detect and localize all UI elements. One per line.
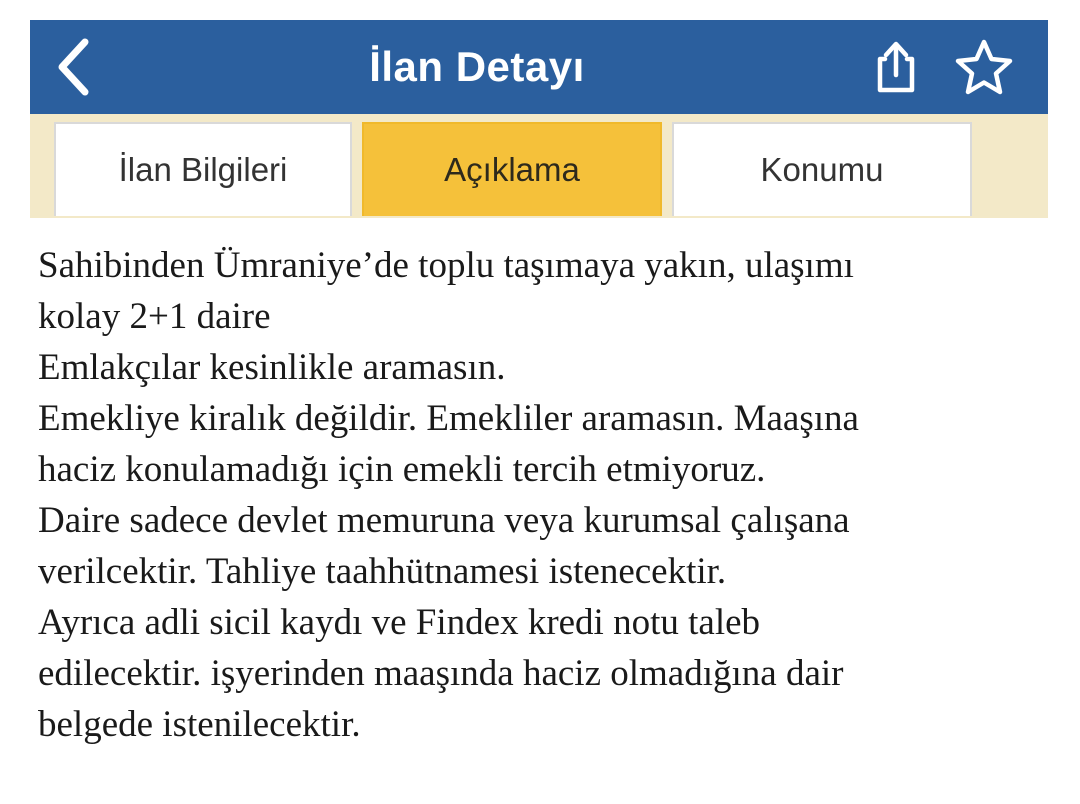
- description-line: edilecektir. işyerinden maaşında haciz olmadığına dair: [38, 653, 844, 694]
- description-line: Daire sadece devlet memuruna veya kurumsal çalışana: [38, 500, 850, 541]
- description-line: Emlakçılar kesinlikle aramasın.: [38, 347, 506, 388]
- share-button[interactable]: [870, 38, 922, 96]
- description-line: kolay 2+1 daire: [38, 296, 271, 337]
- tab-bar: [30, 114, 1048, 218]
- favorite-button[interactable]: [958, 38, 1010, 96]
- tab-label: İlan Bilgileri: [118, 151, 288, 188]
- tab-ilan-bilgileri[interactable]: [54, 122, 352, 216]
- star-icon: [955, 38, 1013, 96]
- description-panel: [30, 222, 1050, 782]
- description-line: haciz konulamadığı için emekli tercih etmiyoruz.: [38, 449, 766, 490]
- description-line: Sahibinden Ümraniye’de toplu taşımaya yakın, ulaşımı: [38, 245, 854, 286]
- page-title: İlan Detayı: [369, 43, 585, 90]
- tab-spacer: [352, 122, 362, 123]
- description-line: verilcektir. Tahliye taahhütnamesi istenecektir.: [38, 551, 727, 592]
- description-line: Ayrıca adli sicil kaydı ve Findex kredi notu taleb: [38, 602, 761, 643]
- tab-spacer: [662, 122, 672, 123]
- tab-konumu[interactable]: [672, 122, 972, 216]
- share-icon: [873, 39, 919, 95]
- navbar-actions: [870, 38, 1026, 96]
- navigation-bar: [30, 20, 1048, 114]
- tab-aciklama[interactable]: [362, 122, 662, 216]
- tab-label: Açıklama: [444, 151, 580, 188]
- description-line: Emekliye kiralık değildir. Emekliler aramasın. Maaşına: [38, 398, 859, 439]
- tab-label: Konumu: [760, 151, 884, 188]
- description-line: belgede istenilecektir.: [38, 704, 361, 745]
